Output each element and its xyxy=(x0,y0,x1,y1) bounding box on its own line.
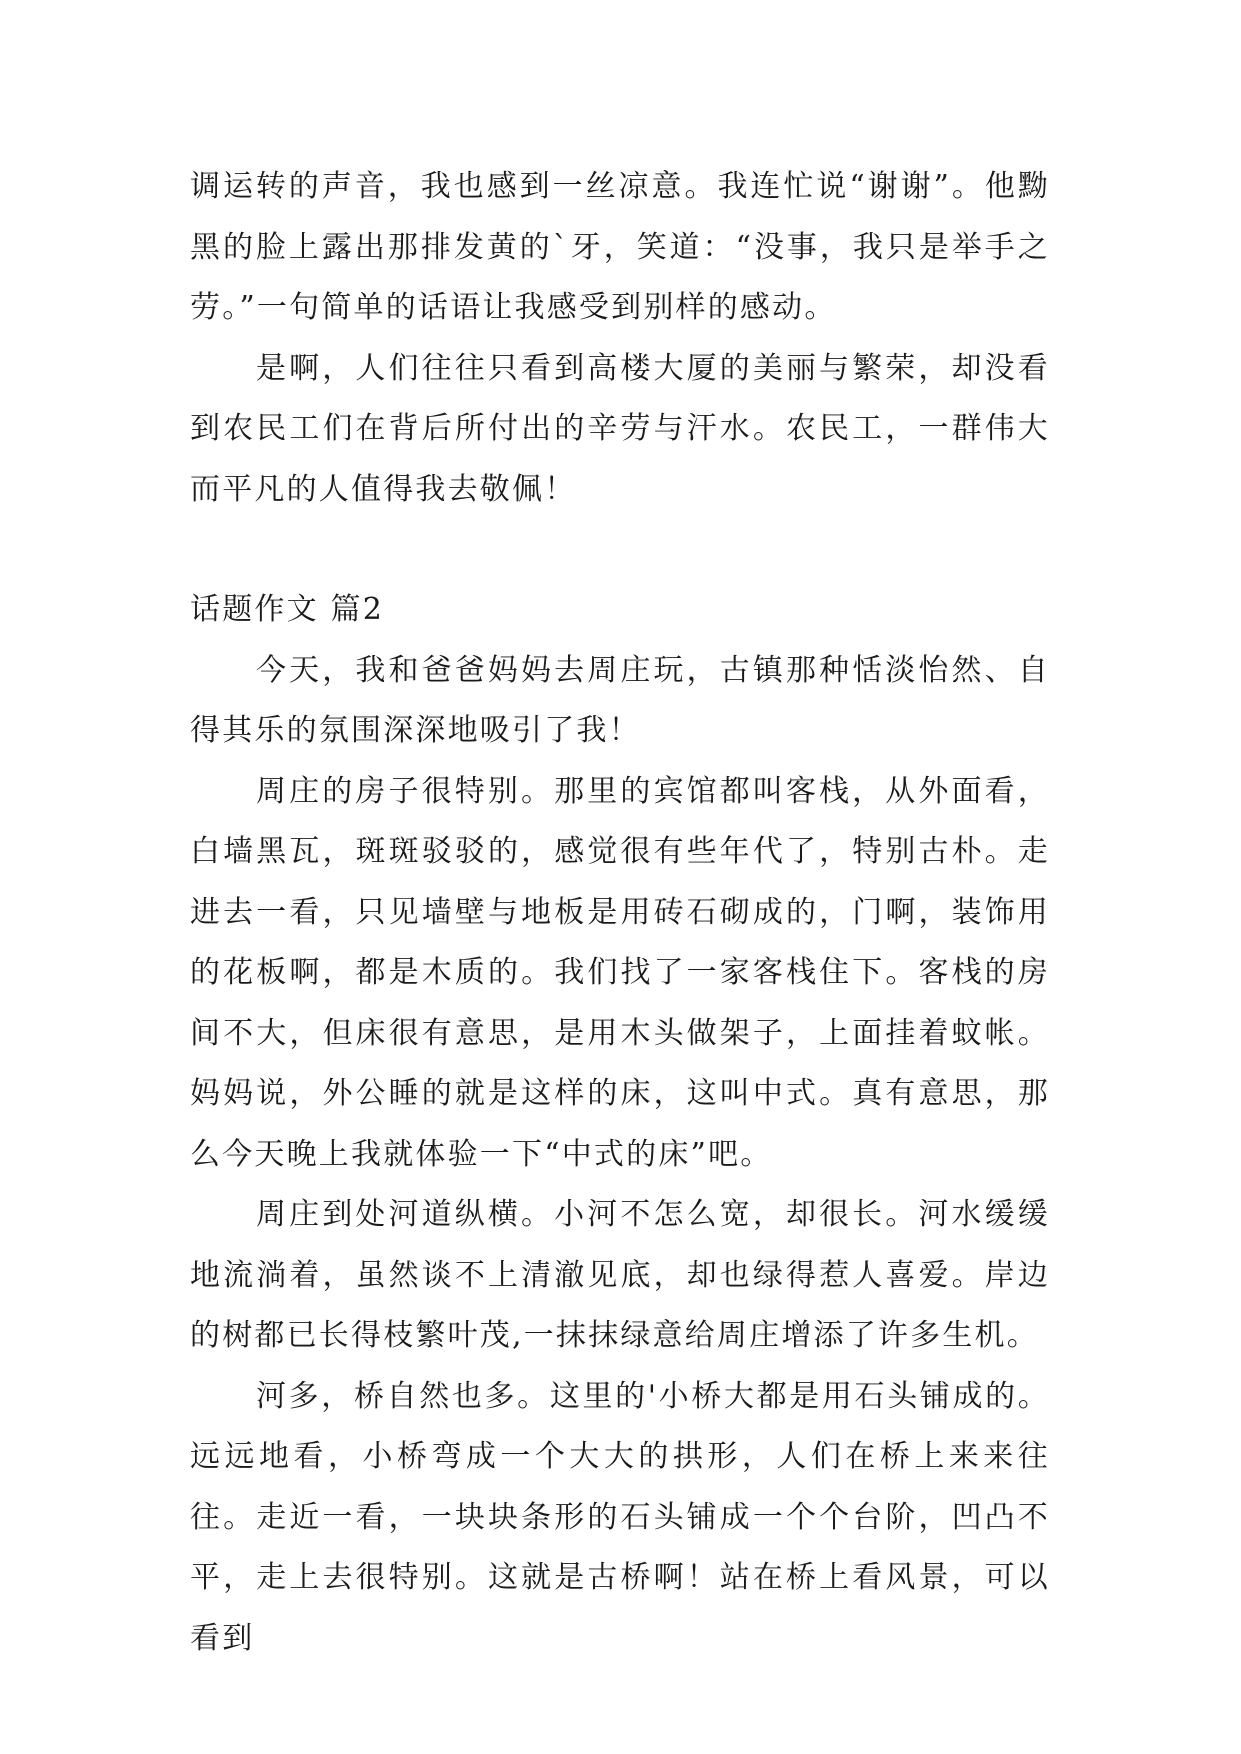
paragraph: 周庄的房子很特别。那里的宾馆都叫客栈，从外面看，白墙黑瓦，斑斑驳驳的，感觉很有些年代了，特别古朴。走进去一看，只见墙壁与地板是用砖石砌成的，门啊，装饰用的花板啊，都是木质的。我们找了一家客栈住下。客栈的房间不大，但床很有意思，是用木头做架子，上面挂着蚊帐。妈妈说，外公睡的就是这样的床，这叫中式。真有意思，那么今天晚上我就体验一下“中式的床”吧。 xyxy=(190,773,1050,1172)
paragraph: 今天，我和爸爸妈妈去周庄玩，古镇那种恬淡怡然、自得其乐的氛围深深地吸引了我！ xyxy=(190,652,1050,748)
paragraph: 是啊，人们往往只看到高楼大厦的美丽与繁荣，却没看到农民工们在背后所付出的辛劳与汗水。农民工，一群伟大而平凡的人值得我去敬佩！ xyxy=(190,350,1050,507)
section-continued-essay xyxy=(190,157,1050,520)
essay-heading: 话题作文 篇2 xyxy=(190,592,385,627)
section-essay-2 xyxy=(190,580,1050,1669)
paragraph: 河多，桥自然也多。这里的'小桥大都是用石头铺成的。远远地看，小桥弯成一个大大的拱形，人们在桥上来来往往。走近一看，一块块条形的石头铺成一个个台阶，凹凸不平，走上去很特别。这就是古桥啊！站在桥上看风景，可以看到 xyxy=(190,1378,1050,1656)
paragraph: 周庄到处河道纵横。小河不怎么宽，却很长。河水缓缓地流淌着，虽然谈不上清澈见底，却也绿得惹人喜爱。岸边的树都已长得枝繁叶茂,一抹抹绿意给周庄增添了许多生机。 xyxy=(190,1197,1050,1353)
paragraph: 调运转的声音，我也感到一丝凉意。我连忙说“谢谢”。他黝黑的脸上露出那排发黄的`牙，笑道：“没事，我只是举手之劳。”一句简单的话语让我感受到别样的感动。 xyxy=(190,169,1050,325)
